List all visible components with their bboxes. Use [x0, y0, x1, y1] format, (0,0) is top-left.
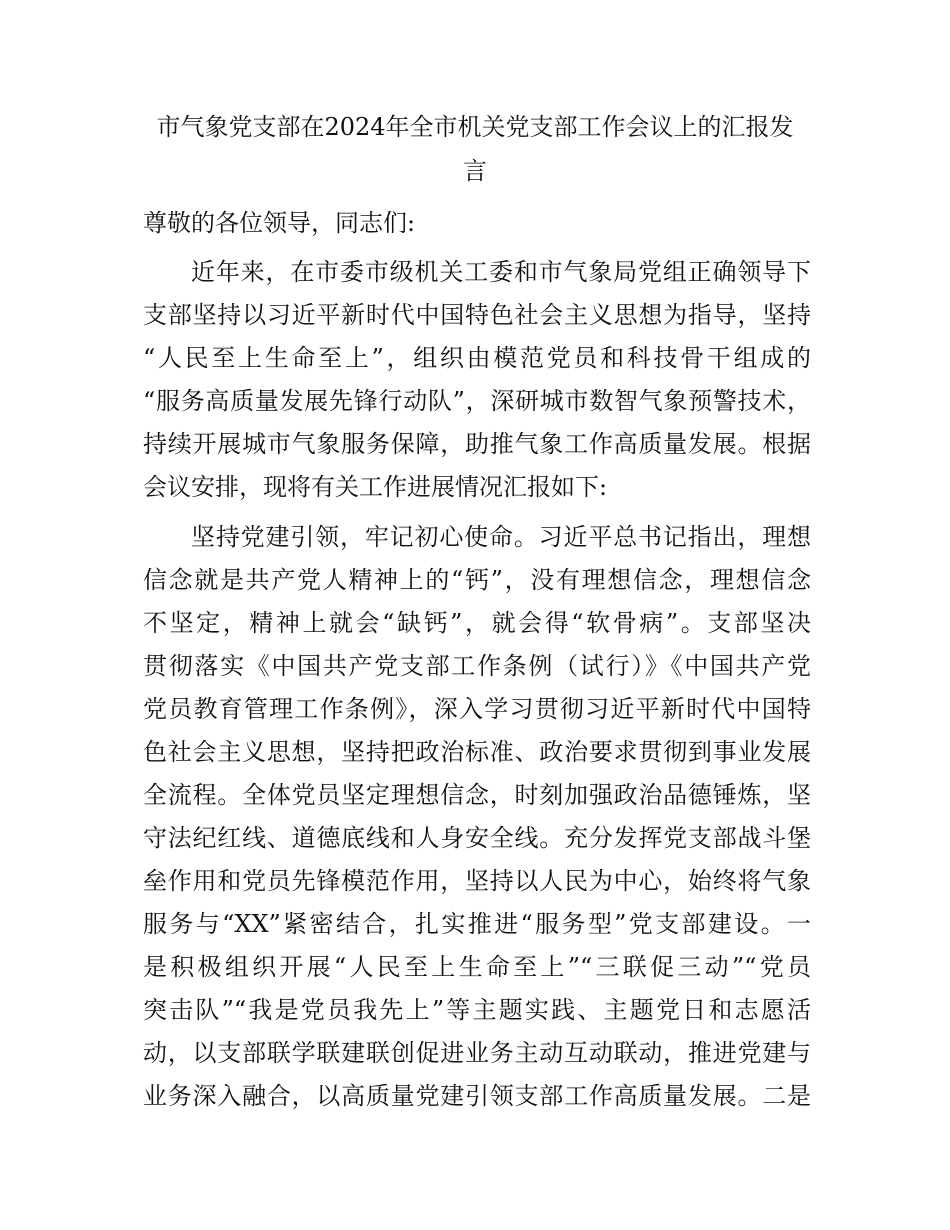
document-title-line-1: 市气象党支部在2024年全市机关党支部工作会议上的汇报发: [156, 113, 794, 141]
paragraph-2-line-10: 服务与“XX”紧密结合，扎实推进“服务型”党支部建设。一: [143, 910, 811, 938]
paragraph-1-line-5: 持续开展城市气象服务保障，助推气象工作高质量发展。根据: [143, 430, 811, 458]
paragraph-2-line-4: 贯彻落实《中国共产党支部工作条例（试行）》《中国共产党: [143, 652, 811, 680]
paragraph-2-line-14: 业务深入融合，以高质量党建引领支部工作高质量发展。二是: [143, 1082, 811, 1110]
paragraph-1-line-2: 支部坚持以习近平新时代中国特色社会主义思想为指导，坚持: [143, 301, 811, 329]
paragraph-2-line-11: 是积极组织开展“人民至上生命至上”“三联促三动”“党员: [143, 953, 811, 981]
paragraph-2-line-6: 色社会主义思想，坚持把政治标准、政治要求贯彻到事业发展: [143, 738, 811, 766]
paragraph-2-line-5: 党员教育管理工作条例》，深入学习贯彻习近平新时代中国特: [143, 695, 811, 723]
paragraph-1-line-4: “服务高质量发展先锋行动队”，深研城市数智气象预警技术，: [143, 387, 811, 415]
greeting: 尊敬的各位领导，同志们:: [143, 209, 416, 237]
paragraph-2-line-2: 信念就是共产党人精神上的“钙”，没有理想信念，理想信念: [143, 566, 811, 594]
paragraph-2-line-12: 突击队”“我是党员我先上”等主题实践、主题党日和志愿活: [143, 996, 811, 1024]
paragraph-2-line-1: 坚持党建引领，牢记初心使命。习近平总书记指出，理想: [191, 523, 811, 551]
paragraph-2-line-7: 全流程。全体党员坚定理想信念，时刻加强政治品德锤炼，坚: [143, 781, 811, 809]
paragraph-1-line-6: 会议安排，现将有关工作进展情况汇报如下:: [143, 473, 608, 501]
paragraph-2-line-3: 不坚定，精神上就会“缺钙”，就会得“软骨病”。支部坚决: [143, 609, 811, 637]
paragraph-2-line-9: 垒作用和党员先锋模范作用，坚持以人民为中心，始终将气象: [143, 867, 811, 895]
paragraph-2-line-13: 动，以支部联学联建联创促进业务主动互动联动，推进党建与: [143, 1039, 811, 1067]
paragraph-1-line-1: 近年来，在市委市级机关工委和市气象局党组正确领导下: [191, 258, 811, 286]
document-title-line-2: 言: [463, 157, 487, 185]
paragraph-1-line-3: “人民至上生命至上”，组织由模范党员和科技骨干组成的: [143, 344, 811, 372]
paragraph-2-line-8: 守法纪红线、道德底线和人身安全线。充分发挥党支部战斗堡: [143, 824, 811, 852]
